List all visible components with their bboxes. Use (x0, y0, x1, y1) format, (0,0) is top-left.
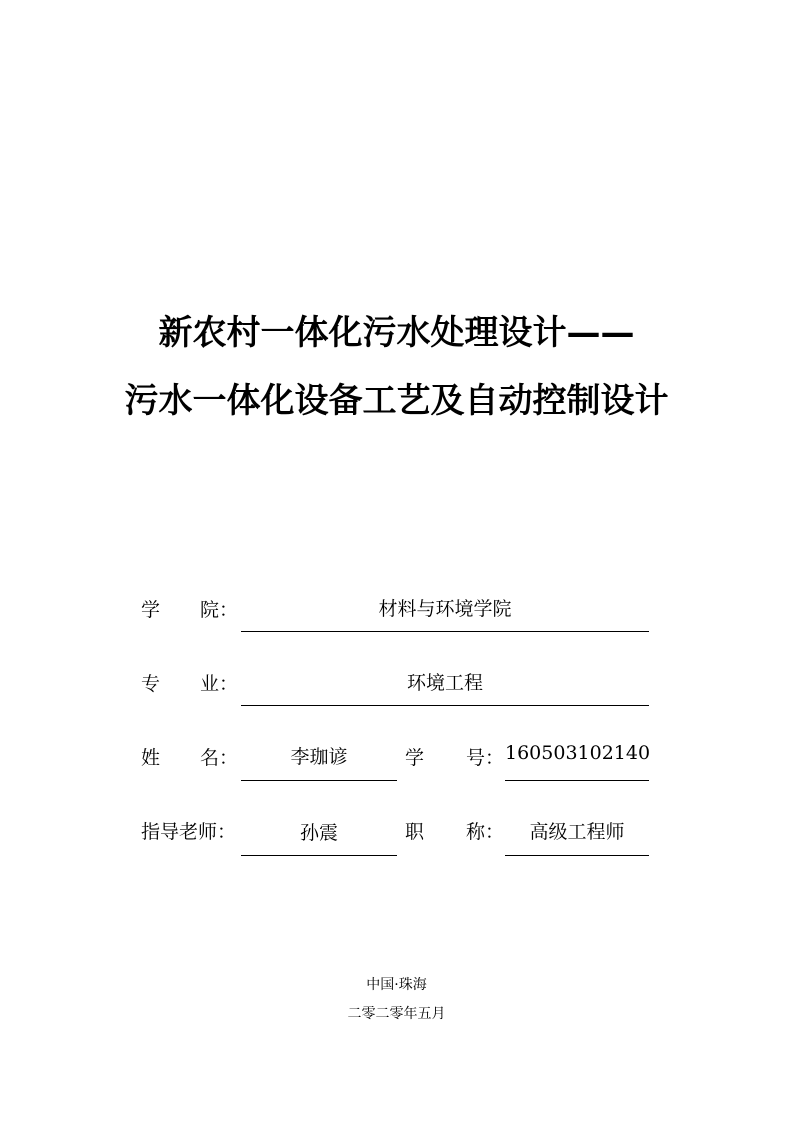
student-id-label-char2: 号： (466, 747, 505, 769)
student-id-label-char1: 学 (405, 747, 425, 769)
student-id-field: 160503102140 (505, 742, 649, 781)
name-label-char1: 姓 (141, 747, 161, 769)
major-label-char2: 业： (200, 673, 239, 695)
college-label-char1: 学 (141, 599, 161, 621)
professional-title-label-char1: 职 (405, 821, 425, 843)
name-label-char2: 名： (200, 747, 239, 769)
date-line: 二零二零年五月 (347, 1006, 446, 1022)
professional-title-label-char2: 称： (466, 821, 505, 843)
title-line-2: 污水一体化设备工艺及自动控制设计 (124, 381, 669, 421)
college-field: 材料与环境学院 (241, 594, 649, 632)
title-line-1: 新农村一体化污水处理设计—— (158, 313, 635, 353)
advisor-label: 指导老师： (141, 821, 237, 843)
professional-title-field: 高级工程师 (505, 817, 649, 856)
major-field: 环境工程 (241, 668, 649, 706)
college-label-char2: 院： (200, 599, 239, 621)
advisor-field: 孙震 (241, 818, 397, 856)
major-label-char1: 专 (141, 673, 161, 695)
name-field: 李珈谚 (241, 742, 397, 781)
place-line: 中国·珠海 (366, 977, 427, 993)
